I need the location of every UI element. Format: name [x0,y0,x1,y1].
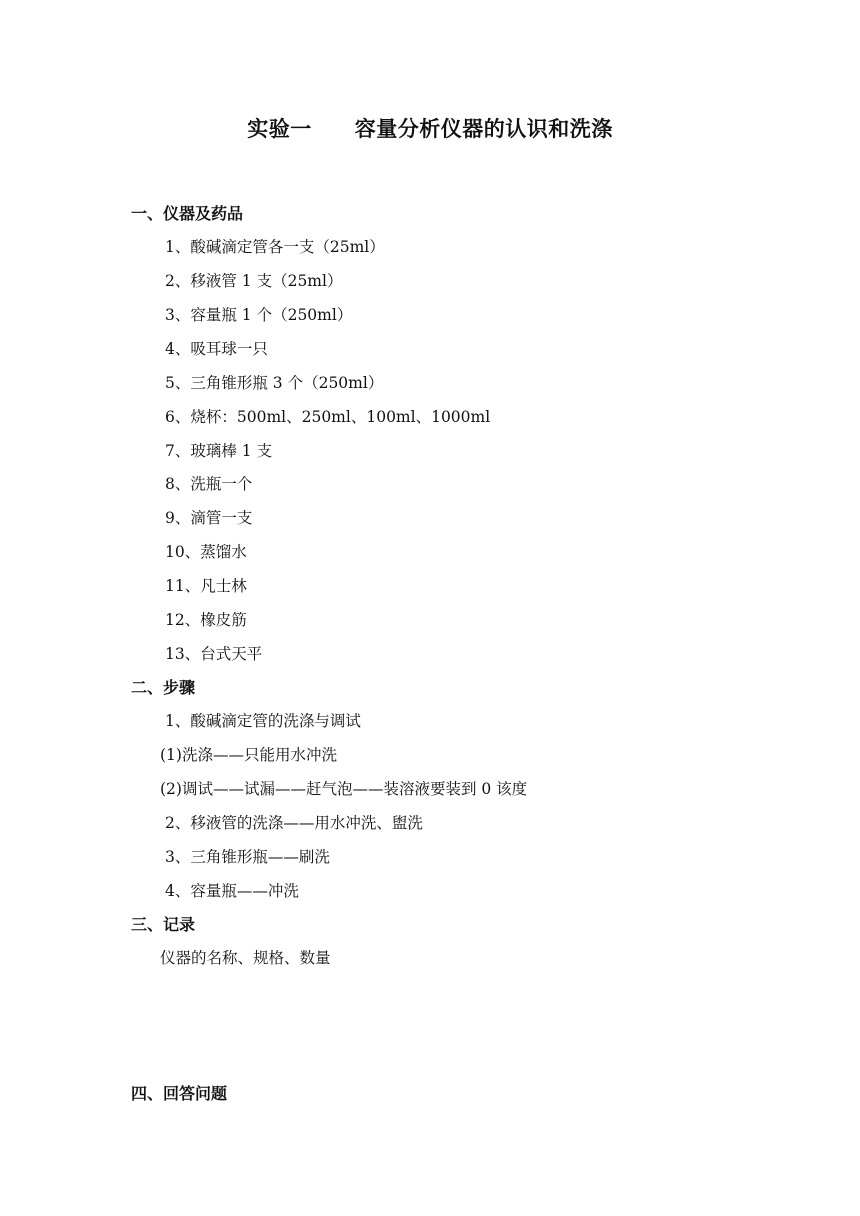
section-heading-record: 三、记录 [131,915,196,934]
list-item: 6、烧杯：500ml、250ml、100ml、1000ml [165,408,491,426]
list-item: 仪器的名称、规格、数量 [160,949,331,967]
page-title: 实验一 容量分析仪器的认识和洗涤 [247,117,613,141]
list-item: 1、酸碱滴定管的洗涤与调试 [165,712,361,730]
list-item: 1、酸碱滴定管各一支（25ml） [165,238,385,256]
section-heading-steps: 二、步骤 [131,678,196,697]
list-item: 7、玻璃棒 1 支 [165,442,273,460]
list-item: (1)洗涤——只能用水冲洗 [160,746,337,764]
list-item: 4、吸耳球一只 [165,340,268,358]
section-heading-instruments: 一、仪器及药品 [131,204,244,223]
list-item: 12、橡皮筋 [165,611,247,629]
list-item: (2)调试——试漏——赶气泡——装溶液要装到 0 该度 [160,780,528,798]
list-item: 8、洗瓶一个 [165,475,253,493]
section-heading-questions: 四、回答问题 [131,1084,228,1103]
list-item: 9、滴管一支 [165,509,253,527]
list-item: 10、蒸馏水 [165,543,247,561]
list-item: 3、容量瓶 1 个（250ml） [165,306,353,324]
list-item: 13、台式天平 [165,645,263,663]
list-item: 11、凡士林 [165,577,247,595]
list-item: 2、移液管的洗涤——用水冲洗、盥洗 [165,814,423,832]
list-item: 4、容量瓶——冲洗 [165,882,299,900]
list-item: 5、三角锥形瓶 3 个（250ml） [165,374,384,392]
list-item: 3、三角锥形瓶——刷洗 [165,848,330,866]
list-item: 2、移液管 1 支（25ml） [165,272,343,290]
